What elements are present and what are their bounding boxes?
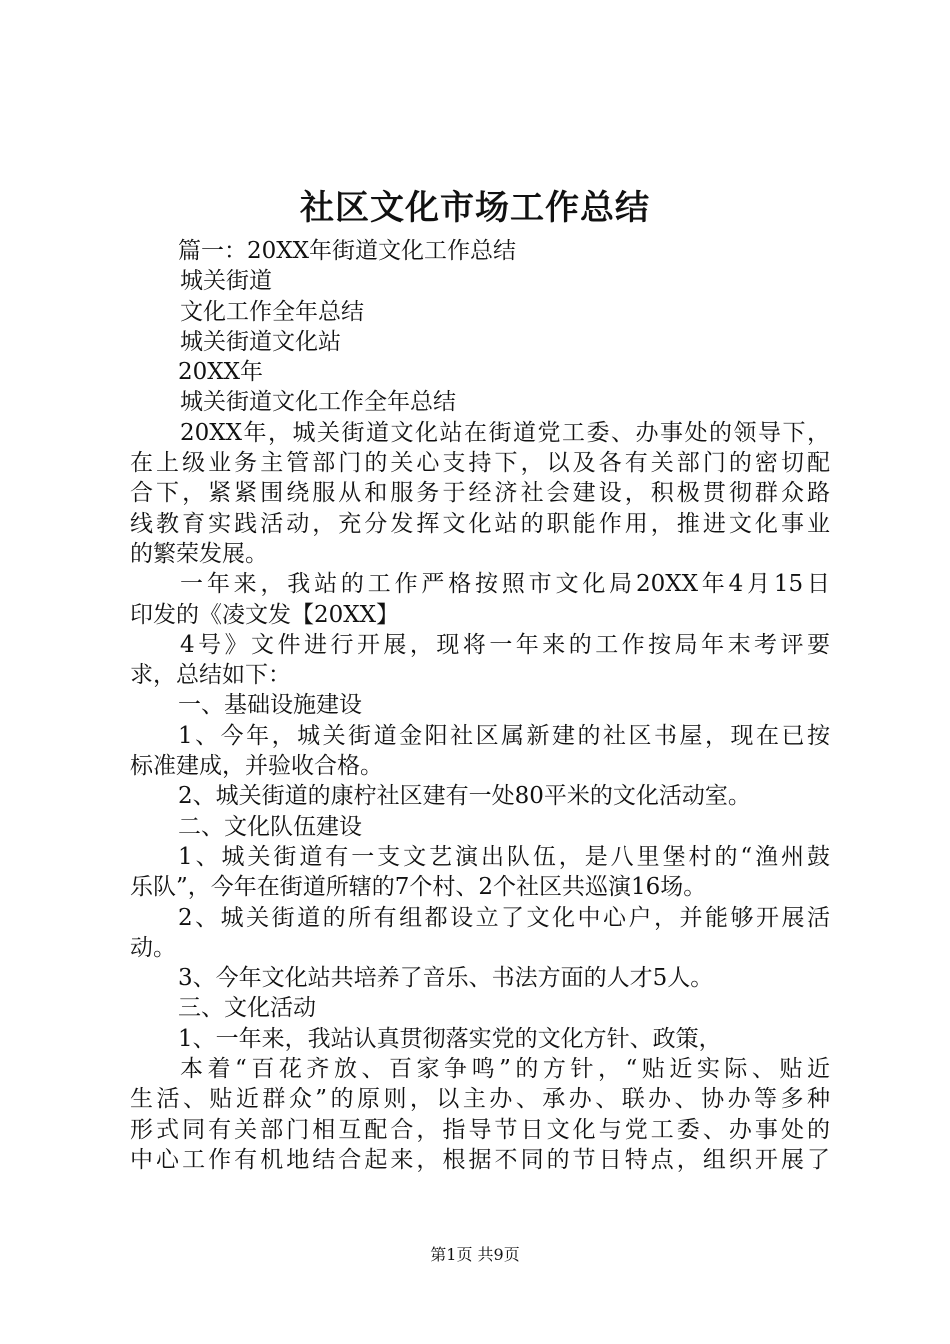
body-line: 城关街道文化站 xyxy=(180,328,341,355)
body-line: 动。 xyxy=(130,934,176,961)
body-line: 生活、贴近群众”的原则，以主办、承办、联办、协办等多种 xyxy=(130,1086,830,1113)
body-line: 篇一：20XX年街道文化工作总结 xyxy=(178,238,517,264)
body-line: 20XX年 xyxy=(178,359,264,386)
body-line: 中心工作有机地结合起来，根据不同的节日特点，组织开展了 xyxy=(130,1146,830,1173)
body-line: 3、今年文化站共培养了音乐、书法方面的人才5人。 xyxy=(178,965,714,992)
body-line: 在上级业务主管部门的关心支持下，以及各有关部门的密切配 xyxy=(130,450,830,477)
body-line: 20XX年，城关街道文化站在街道党工委、办事处的领导下， xyxy=(180,419,830,446)
body-line: 1、城关街道有一支文艺演出队伍，是八里堡村的“渔州鼓 xyxy=(178,843,830,870)
document-body xyxy=(130,236,830,1175)
body-line: 的繁荣发展。 xyxy=(130,540,268,567)
body-line: 1、一年来，我站认真贯彻落实党的文化方针、政策， xyxy=(178,1025,722,1052)
body-line: 形式同有关部门相互配合，指导节日文化与党工委、办事处的 xyxy=(130,1116,830,1143)
body-line: 文化工作全年总结 xyxy=(180,298,364,325)
body-line: 2、城关街道的所有组都设立了文化中心户，并能够开展活 xyxy=(178,904,830,931)
body-line: 二、文化队伍建设 xyxy=(178,813,362,840)
body-line: 2、城关街道的康柠社区建有一处80平米的文化活动室。 xyxy=(178,783,751,810)
body-line: 合下，紧紧围绕服从和服务于经济社会建设，积极贯彻群众路 xyxy=(130,480,830,507)
body-line: 城关街道文化工作全年总结 xyxy=(180,389,456,416)
body-line: 一、基础设施建设 xyxy=(178,692,362,719)
body-line: 线教育实践活动，充分发挥文化站的职能作用，推进文化事业 xyxy=(130,510,830,537)
body-line: 1、今年，城关街道金阳社区属新建的社区书屋，现在已按 xyxy=(178,722,830,749)
body-line: 一年来，我站的工作严格按照市文化局20XX年4月15日 xyxy=(180,571,830,598)
body-line: 标准建成，并验收合格。 xyxy=(130,753,383,780)
page-footer: 第1页 共9页 xyxy=(430,1245,520,1264)
body-line: 三、文化活动 xyxy=(178,995,316,1022)
body-line: 4号》文件进行开展，现将一年来的工作按局年末考评要 xyxy=(180,631,830,658)
body-line: 乐队”，今年在街道所辖的7个村、2个社区共巡演16场。 xyxy=(130,874,707,901)
document-title: 社区文化市场工作总结 xyxy=(300,188,650,228)
body-line: 印发的《凌文发【20XX】 xyxy=(130,601,400,628)
body-line: 求，总结如下： xyxy=(130,662,291,689)
body-line: 本着“百花齐放、百家争鸣”的方针，“贴近实际、贴近 xyxy=(180,1056,830,1083)
body-line: 城关街道 xyxy=(180,268,272,295)
